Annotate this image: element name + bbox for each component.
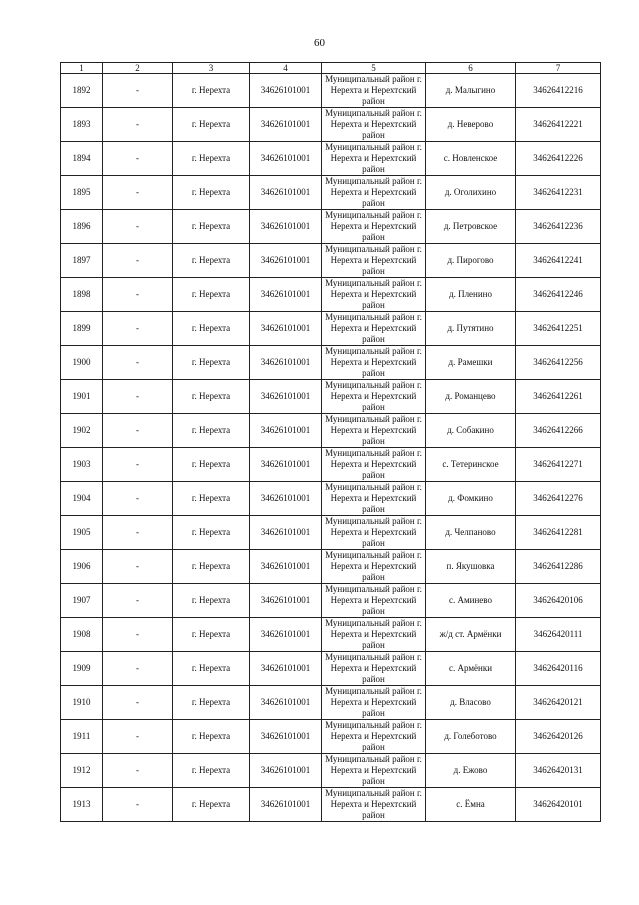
municipality-cell: Муниципальный район г. Нерехта и Нерехтский район xyxy=(322,414,426,448)
code-cell: 34626101001 xyxy=(250,482,322,516)
settlement-cell: д. Петровское xyxy=(426,210,516,244)
municipality-cell: Муниципальный район г. Нерехта и Нерехтский район xyxy=(322,720,426,754)
settlement-cell: д. Романцево xyxy=(426,380,516,414)
municipality-cell: Муниципальный район г. Нерехта и Нерехтский район xyxy=(322,142,426,176)
row-number-cell: 1906 xyxy=(61,550,103,584)
city-cell: г. Нерехта xyxy=(173,686,250,720)
municipality-cell: Муниципальный район г. Нерехта и Нерехтский район xyxy=(322,448,426,482)
settlement-cell: д. Челпаново xyxy=(426,516,516,550)
city-cell: г. Нерехта xyxy=(173,482,250,516)
dash-cell: - xyxy=(103,108,173,142)
oktmo-cell: 34626412236 xyxy=(516,210,601,244)
municipality-cell: Муниципальный район г. Нерехта и Нерехтский район xyxy=(322,244,426,278)
city-cell: г. Нерехта xyxy=(173,788,250,822)
city-cell: г. Нерехта xyxy=(173,108,250,142)
column-header: 1 xyxy=(61,63,103,74)
municipality-cell: Муниципальный район г. Нерехта и Нерехтский район xyxy=(322,516,426,550)
settlement-cell: д. Голеботово xyxy=(426,720,516,754)
table-row xyxy=(61,278,601,312)
oktmo-cell: 34626412266 xyxy=(516,414,601,448)
row-number-cell: 1895 xyxy=(61,176,103,210)
dash-cell: - xyxy=(103,788,173,822)
row-number-cell: 1912 xyxy=(61,754,103,788)
code-cell: 34626101001 xyxy=(250,584,322,618)
municipality-cell: Муниципальный район г. Нерехта и Нерехтский район xyxy=(322,584,426,618)
row-number-cell: 1893 xyxy=(61,108,103,142)
table-row xyxy=(61,176,601,210)
settlement-cell: д. Власово xyxy=(426,686,516,720)
row-number-cell: 1905 xyxy=(61,516,103,550)
code-cell: 34626101001 xyxy=(250,74,322,108)
oktmo-cell: 34626412276 xyxy=(516,482,601,516)
table-row xyxy=(61,312,601,346)
city-cell: г. Нерехта xyxy=(173,346,250,380)
oktmo-cell: 34626412226 xyxy=(516,142,601,176)
table-row xyxy=(61,720,601,754)
row-number-cell: 1911 xyxy=(61,720,103,754)
code-cell: 34626101001 xyxy=(250,108,322,142)
municipality-cell: Муниципальный район г. Нерехта и Нерехтский район xyxy=(322,74,426,108)
dash-cell: - xyxy=(103,516,173,550)
code-cell: 34626101001 xyxy=(250,312,322,346)
column-header: 7 xyxy=(516,63,601,74)
municipality-cell: Муниципальный район г. Нерехта и Нерехтский район xyxy=(322,278,426,312)
table-row xyxy=(61,108,601,142)
settlement-cell: д. Собакино xyxy=(426,414,516,448)
city-cell: г. Нерехта xyxy=(173,244,250,278)
oktmo-cell: 34626412281 xyxy=(516,516,601,550)
row-number-cell: 1897 xyxy=(61,244,103,278)
row-number-cell: 1908 xyxy=(61,618,103,652)
city-cell: г. Нерехта xyxy=(173,278,250,312)
dash-cell: - xyxy=(103,448,173,482)
table-row xyxy=(61,652,601,686)
table-body xyxy=(61,74,601,822)
code-cell: 34626101001 xyxy=(250,414,322,448)
municipality-cell: Муниципальный район г. Нерехта и Нерехтский район xyxy=(322,346,426,380)
settlement-cell: д. Фомкино xyxy=(426,482,516,516)
table-row xyxy=(61,550,601,584)
dash-cell: - xyxy=(103,652,173,686)
dash-cell: - xyxy=(103,584,173,618)
code-cell: 34626101001 xyxy=(250,516,322,550)
column-header: 5 xyxy=(322,63,426,74)
table-row xyxy=(61,584,601,618)
column-header: 6 xyxy=(426,63,516,74)
municipality-cell: Муниципальный район г. Нерехта и Нерехтский район xyxy=(322,618,426,652)
oktmo-cell: 34626420101 xyxy=(516,788,601,822)
table-row xyxy=(61,686,601,720)
settlement-cell: с. Аминево xyxy=(426,584,516,618)
table-row xyxy=(61,244,601,278)
dash-cell: - xyxy=(103,482,173,516)
city-cell: г. Нерехта xyxy=(173,584,250,618)
dash-cell: - xyxy=(103,618,173,652)
dash-cell: - xyxy=(103,210,173,244)
city-cell: г. Нерехта xyxy=(173,448,250,482)
row-number-cell: 1902 xyxy=(61,414,103,448)
municipality-cell: Муниципальный район г. Нерехта и Нерехтский район xyxy=(322,754,426,788)
table-row xyxy=(61,346,601,380)
table-row xyxy=(61,142,601,176)
settlement-cell: д. Оголихино xyxy=(426,176,516,210)
municipality-cell: Муниципальный район г. Нерехта и Нерехтский район xyxy=(322,380,426,414)
city-cell: г. Нерехта xyxy=(173,516,250,550)
oktmo-cell: 34626412251 xyxy=(516,312,601,346)
row-number-cell: 1901 xyxy=(61,380,103,414)
table-row xyxy=(61,482,601,516)
code-cell: 34626101001 xyxy=(250,720,322,754)
code-cell: 34626101001 xyxy=(250,346,322,380)
code-cell: 34626101001 xyxy=(250,278,322,312)
dash-cell: - xyxy=(103,176,173,210)
dash-cell: - xyxy=(103,380,173,414)
oktmo-cell: 34626412241 xyxy=(516,244,601,278)
city-cell: г. Нерехта xyxy=(173,414,250,448)
settlement-cell: д. Пленино xyxy=(426,278,516,312)
code-cell: 34626101001 xyxy=(250,142,322,176)
row-number-cell: 1898 xyxy=(61,278,103,312)
municipality-cell: Муниципальный район г. Нерехта и Нерехтский район xyxy=(322,176,426,210)
settlement-cell: д. Ежово xyxy=(426,754,516,788)
city-cell: г. Нерехта xyxy=(173,652,250,686)
dash-cell: - xyxy=(103,686,173,720)
code-cell: 34626101001 xyxy=(250,380,322,414)
municipality-cell: Муниципальный район г. Нерехта и Нерехтский район xyxy=(322,788,426,822)
settlement-cell: с. Тетеринское xyxy=(426,448,516,482)
column-header: 3 xyxy=(173,63,250,74)
settlement-cell: д. Неверово xyxy=(426,108,516,142)
row-number-cell: 1909 xyxy=(61,652,103,686)
settlement-cell: с. Армёнки xyxy=(426,652,516,686)
table-row xyxy=(61,618,601,652)
oktmo-cell: 34626412256 xyxy=(516,346,601,380)
code-cell: 34626101001 xyxy=(250,618,322,652)
table-row xyxy=(61,210,601,244)
oktmo-cell: 34626420126 xyxy=(516,720,601,754)
city-cell: г. Нерехта xyxy=(173,550,250,584)
dash-cell: - xyxy=(103,244,173,278)
city-cell: г. Нерехта xyxy=(173,720,250,754)
settlement-cell: д. Малыгино xyxy=(426,74,516,108)
municipality-cell: Муниципальный район г. Нерехта и Нерехтский район xyxy=(322,652,426,686)
city-cell: г. Нерехта xyxy=(173,210,250,244)
row-number-cell: 1904 xyxy=(61,482,103,516)
city-cell: г. Нерехта xyxy=(173,618,250,652)
city-cell: г. Нерехта xyxy=(173,74,250,108)
municipality-cell: Муниципальный район г. Нерехта и Нерехтский район xyxy=(322,108,426,142)
header-row xyxy=(61,63,601,74)
row-number-cell: 1903 xyxy=(61,448,103,482)
dash-cell: - xyxy=(103,312,173,346)
code-cell: 34626101001 xyxy=(250,754,322,788)
city-cell: г. Нерехта xyxy=(173,312,250,346)
oktmo-cell: 34626420121 xyxy=(516,686,601,720)
oktmo-cell: 34626412221 xyxy=(516,108,601,142)
oktmo-cell: 34626420116 xyxy=(516,652,601,686)
column-header: 4 xyxy=(250,63,322,74)
table-row xyxy=(61,74,601,108)
municipality-cell: Муниципальный район г. Нерехта и Нерехтский район xyxy=(322,686,426,720)
dash-cell: - xyxy=(103,74,173,108)
row-number-cell: 1913 xyxy=(61,788,103,822)
oktmo-cell: 34626420106 xyxy=(516,584,601,618)
city-cell: г. Нерехта xyxy=(173,380,250,414)
dash-cell: - xyxy=(103,754,173,788)
city-cell: г. Нерехта xyxy=(173,176,250,210)
row-number-cell: 1894 xyxy=(61,142,103,176)
row-number-cell: 1899 xyxy=(61,312,103,346)
row-number-cell: 1910 xyxy=(61,686,103,720)
settlement-cell: с. Новленское xyxy=(426,142,516,176)
oktmo-cell: 34626420131 xyxy=(516,754,601,788)
dash-cell: - xyxy=(103,346,173,380)
settlement-cell: д. Путятино xyxy=(426,312,516,346)
row-number-cell: 1896 xyxy=(61,210,103,244)
city-cell: г. Нерехта xyxy=(173,754,250,788)
row-number-cell: 1900 xyxy=(61,346,103,380)
code-cell: 34626101001 xyxy=(250,210,322,244)
municipality-cell: Муниципальный район г. Нерехта и Нерехтский район xyxy=(322,312,426,346)
table-row xyxy=(61,414,601,448)
row-number-cell: 1907 xyxy=(61,584,103,618)
municipality-cell: Муниципальный район г. Нерехта и Нерехтский район xyxy=(322,210,426,244)
oktmo-cell: 34626420111 xyxy=(516,618,601,652)
table-row xyxy=(61,754,601,788)
settlement-cell: п. Якушовка xyxy=(426,550,516,584)
code-cell: 34626101001 xyxy=(250,176,322,210)
municipality-cell: Муниципальный район г. Нерехта и Нерехтский район xyxy=(322,550,426,584)
table-row xyxy=(61,788,601,822)
oktmo-cell: 34626412231 xyxy=(516,176,601,210)
code-cell: 34626101001 xyxy=(250,448,322,482)
code-cell: 34626101001 xyxy=(250,652,322,686)
row-number-cell: 1892 xyxy=(61,74,103,108)
table-row xyxy=(61,380,601,414)
dash-cell: - xyxy=(103,142,173,176)
column-header: 2 xyxy=(103,63,173,74)
settlement-cell: с. Ёмна xyxy=(426,788,516,822)
city-cell: г. Нерехта xyxy=(173,142,250,176)
code-cell: 34626101001 xyxy=(250,686,322,720)
oktmo-cell: 34626412216 xyxy=(516,74,601,108)
oktmo-cell: 34626412261 xyxy=(516,380,601,414)
settlement-cell: д. Пирогово xyxy=(426,244,516,278)
code-cell: 34626101001 xyxy=(250,550,322,584)
table-row xyxy=(61,516,601,550)
dash-cell: - xyxy=(103,278,173,312)
page-number: 60 xyxy=(314,37,325,49)
dash-cell: - xyxy=(103,550,173,584)
oktmo-cell: 34626412286 xyxy=(516,550,601,584)
settlement-cell: д. Рамешки xyxy=(426,346,516,380)
code-cell: 34626101001 xyxy=(250,244,322,278)
dash-cell: - xyxy=(103,720,173,754)
settlement-cell: ж/д ст. Армёнки xyxy=(426,618,516,652)
oktmo-cell: 34626412246 xyxy=(516,278,601,312)
dash-cell: - xyxy=(103,414,173,448)
table-row xyxy=(61,448,601,482)
oktmo-cell: 34626412271 xyxy=(516,448,601,482)
registry-table xyxy=(60,62,601,822)
municipality-cell: Муниципальный район г. Нерехта и Нерехтский район xyxy=(322,482,426,516)
code-cell: 34626101001 xyxy=(250,788,322,822)
